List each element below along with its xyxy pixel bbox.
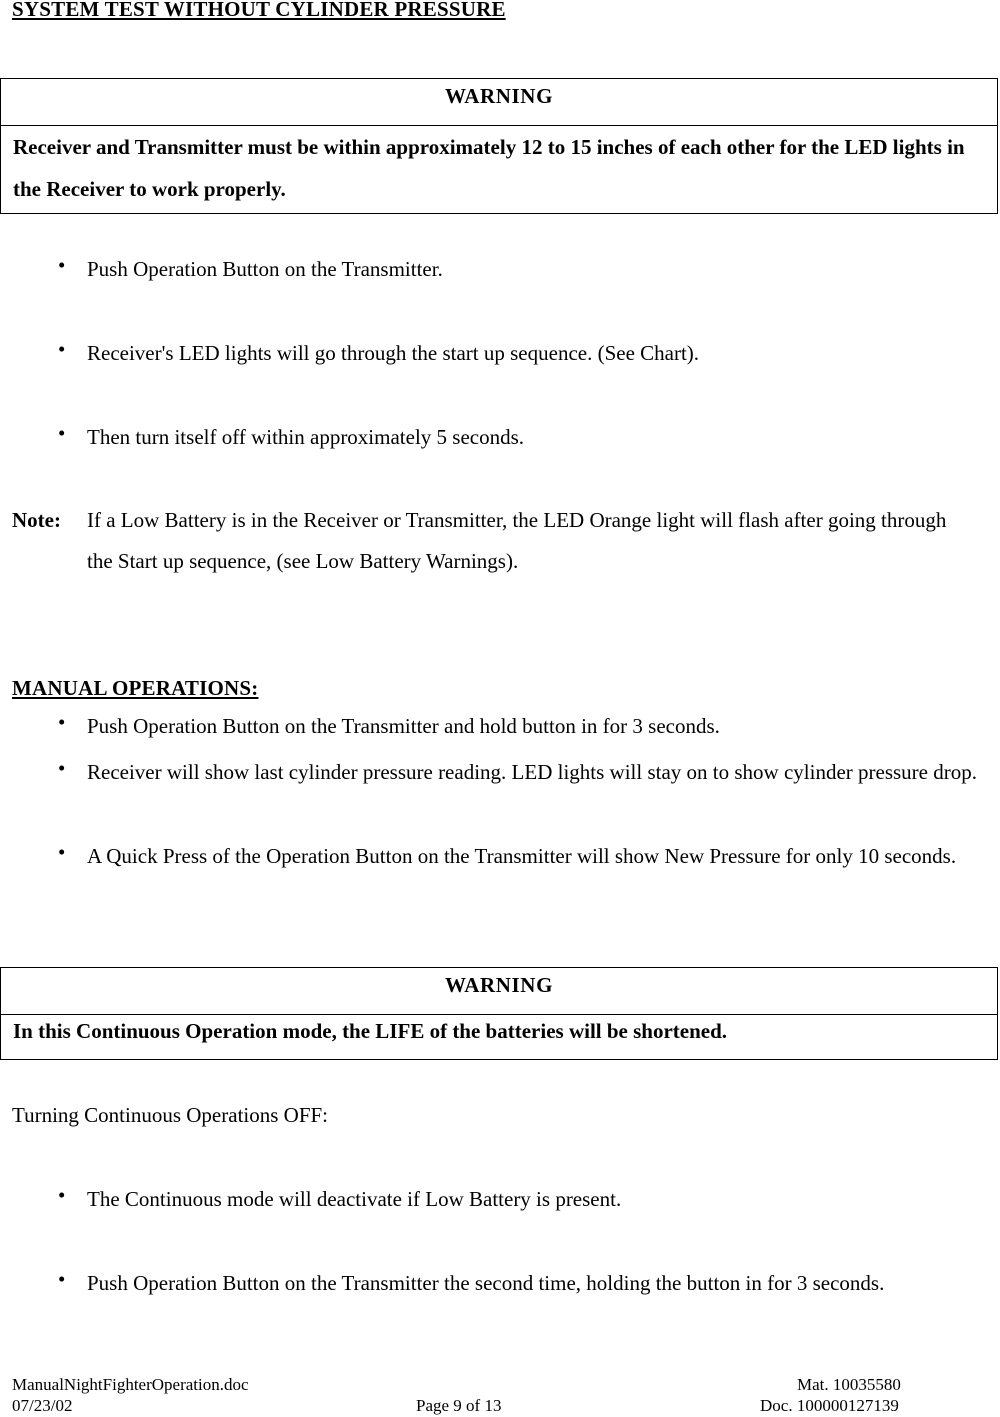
- bullet-icon: •: [58, 1267, 66, 1291]
- list-item: A Quick Press of the Operation Button on the Transmitter will show New Pressure for only 10 seconds.: [87, 844, 957, 868]
- bullet-icon: •: [58, 337, 66, 361]
- list-item: Receiver will show last cylinder pressure reading. LED lights will stay on to show cylinder pressure drop.: [87, 760, 977, 784]
- note-label: Note:: [12, 508, 61, 532]
- footer-page-number: Page 9 of 13: [416, 1396, 502, 1415]
- warning-box-battery: [0, 967, 998, 1060]
- section-heading-manual-operations: MANUAL OPERATIONS:: [12, 676, 259, 700]
- footer-mat-number: Mat. 10035580: [797, 1375, 901, 1394]
- list-item: Then turn itself off within approximately 5 seconds.: [87, 425, 525, 449]
- warning-title: WARNING: [1, 968, 997, 1015]
- bullet-icon: •: [58, 1183, 66, 1207]
- bullet-icon: •: [58, 710, 66, 734]
- warning-box-range: [0, 78, 998, 214]
- list-item: Push Operation Button on the Transmitter.: [87, 257, 443, 281]
- warning-text: In this Continuous Operation mode, the LIFE of the batteries will be shortened.: [13, 1019, 728, 1043]
- footer-filename: ManualNightFighterOperation.doc: [12, 1375, 249, 1394]
- list-item: Receiver's LED lights will go through the start up sequence. (See Chart).: [87, 341, 700, 365]
- list-item: Push Operation Button on the Transmitter the second time, holding the button in for 3 seconds.: [87, 1271, 885, 1295]
- bullet-icon: •: [58, 421, 66, 445]
- note-text: If a Low Battery is in the Receiver or Transmitter, the LED Orange light will flash after going through the Start up sequence, (see Low Battery Warnings).: [87, 508, 947, 573]
- warning-text: Receiver and Transmitter must be within approximately 12 to 15 inches of each other for the LED lights in the Receiver to work properly.: [13, 135, 965, 201]
- list-item: Push Operation Button on the Transmitter and hold button in for 3 seconds.: [87, 714, 720, 738]
- footer-doc-number: Doc. 100000127139: [760, 1396, 899, 1415]
- bullet-icon: •: [58, 253, 66, 277]
- footer-date: 07/23/02: [12, 1396, 73, 1415]
- bullet-icon: •: [58, 756, 66, 780]
- warning-title: WARNING: [1, 79, 997, 126]
- section-heading-system-test: SYSTEM TEST WITHOUT CYLINDER PRESSURE: [12, 0, 506, 21]
- subheading-turning-off: Turning Continuous Operations OFF:: [12, 1103, 329, 1127]
- list-item: The Continuous mode will deactivate if Low Battery is present.: [87, 1187, 622, 1211]
- bullet-icon: •: [58, 840, 66, 864]
